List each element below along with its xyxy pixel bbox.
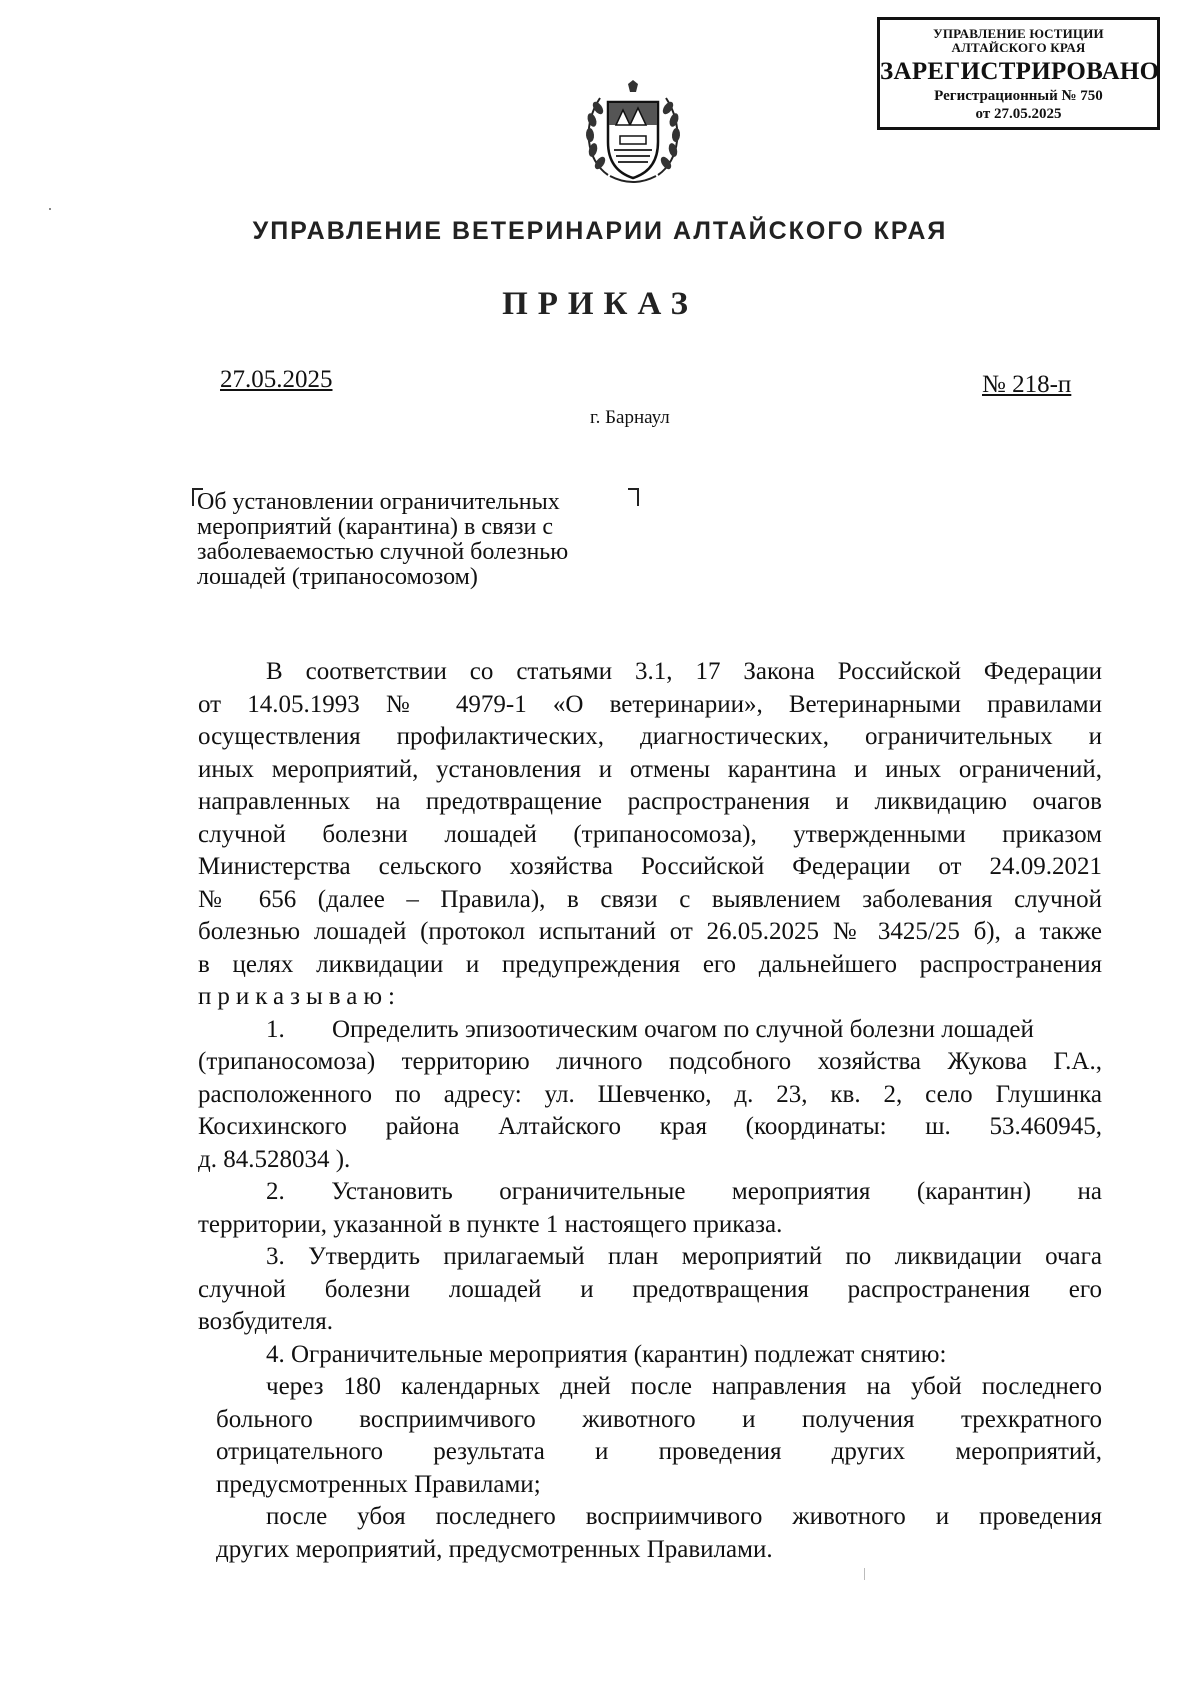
stamp-registration-date: от 27.05.2025 — [975, 106, 1062, 122]
coat-of-arms-icon — [578, 80, 688, 190]
preamble-paragraph — [198, 656, 1102, 1014]
body-line: осуществления профилактических, диагностических, ограничительных и — [198, 723, 1102, 750]
document-date: 27.05.2025 — [220, 366, 333, 393]
body-line: 4. Ограничительные мероприятия (карантин) подлежат снятию: — [266, 1340, 947, 1368]
body-line: иных мероприятий, установления и отмены карантина и иных ограничений, — [198, 755, 1102, 783]
body-line: (трипаносомоза) территорию личного подсобного хозяйства Жукова Г.А., — [198, 1048, 1102, 1075]
body-line: через 180 календарных дней после направления на убой последнего — [266, 1373, 1102, 1400]
stamp-agency — [880, 27, 1157, 55]
body-line: 3. Утвердить прилагаемый план мероприятий по ликвидации очага — [266, 1243, 1102, 1270]
item-1 — [198, 1014, 1102, 1177]
scan-speck — [864, 1568, 865, 1580]
subject-line: мероприятий (карантина) в связи с — [197, 514, 554, 540]
body-line: случной болезни лошадей и предотвращения распространения его — [198, 1275, 1102, 1303]
item-3 — [198, 1241, 1102, 1339]
body-line: от 14.05.1993 № 4979-1 «О ветеринарии», Ветеринарными правилами — [198, 690, 1102, 718]
body-line: Косихинского района Алтайского края (координаты: ш. 53.460945, — [198, 1113, 1102, 1140]
body-line: других мероприятий, предусмотренных Правилами. — [216, 1535, 773, 1563]
body-line: предусмотренных Правилами; — [216, 1470, 541, 1498]
item-number: 1. — [266, 1015, 285, 1043]
body-line: больного восприимчивого животного и получения трехкратного — [216, 1405, 1102, 1433]
lift-condition-1 — [216, 1371, 1102, 1501]
body-line: В соответствии со статьями 3.1, 17 Закона Российской Федерации — [266, 658, 1102, 685]
body-line: случной болезни лошадей (трипаносомоза), утвержденными приказом — [198, 820, 1102, 848]
document-number: № 218-п — [982, 371, 1072, 398]
body-line: болезнью лошадей (протокол испытаний от 26.05.2025 № 3425/25 б), а также — [198, 918, 1102, 945]
body-line: возбудителя. — [198, 1308, 334, 1335]
item-1-first-line — [198, 1014, 1102, 1047]
document-subject — [197, 490, 637, 590]
document-body — [198, 656, 1102, 1566]
subject-line: лошадей (трипаносомозом) — [197, 564, 478, 590]
registration-stamp — [877, 17, 1160, 130]
body-line: в целях ликвидации и предупреждения его дальнейшего распространения — [198, 950, 1102, 978]
body-line: № 656 (далее – Правила), в связи с выявлением заболевания случной — [198, 885, 1102, 913]
order-word: приказываю: — [198, 983, 401, 1010]
document-city: г. Барнаул — [590, 407, 670, 428]
item-4 — [198, 1339, 1102, 1372]
body-line: территории, указанной в пункте 1 настоящего приказа. — [198, 1210, 783, 1238]
subject-line: заболеваемостью случной болезнью — [197, 539, 569, 565]
stamp-agency-line: УПРАВЛЕНИЕ ЮСТИЦИИ — [933, 26, 1104, 41]
subject-line: Об установлении ограничительных — [197, 489, 560, 515]
lift-condition-2 — [216, 1501, 1102, 1566]
body-line: Определить эпизоотическим очагом по случной болезни лошадей — [332, 1015, 1034, 1043]
body-line: д. 84.528034 ). — [198, 1145, 351, 1173]
body-line: Министерства сельского хозяйства Российской Федерации от 24.09.2021 — [198, 853, 1102, 880]
stamp-registration-number: Регистрационный № 750 — [934, 88, 1103, 104]
body-line: после убоя последнего восприимчивого животного и проведения — [266, 1503, 1102, 1530]
stamp-agency-line: АЛТАЙСКОГО КРАЯ — [951, 40, 1086, 55]
document-type: ПРИКАЗ — [502, 286, 698, 322]
body-line: отрицательного результата и проведения других мероприятий, — [216, 1438, 1102, 1465]
agency-title: УПРАВЛЕНИЕ ВЕТЕРИНАРИИ АЛТАЙСКОГО КРАЯ — [252, 217, 948, 245]
body-line: 2. Установить ограничительные мероприятия (карантин) на — [266, 1178, 1102, 1205]
body-line: направленных на предотвращение распространения и ликвидацию очагов — [198, 788, 1102, 815]
scan-speck — [49, 208, 51, 210]
item-2 — [198, 1176, 1102, 1241]
stamp-status: ЗАРЕГИСТРИРОВАНО — [880, 58, 1160, 85]
body-line: расположенного по адресу: ул. Шевченко, д. 23, кв. 2, село Глушинка — [198, 1080, 1102, 1108]
